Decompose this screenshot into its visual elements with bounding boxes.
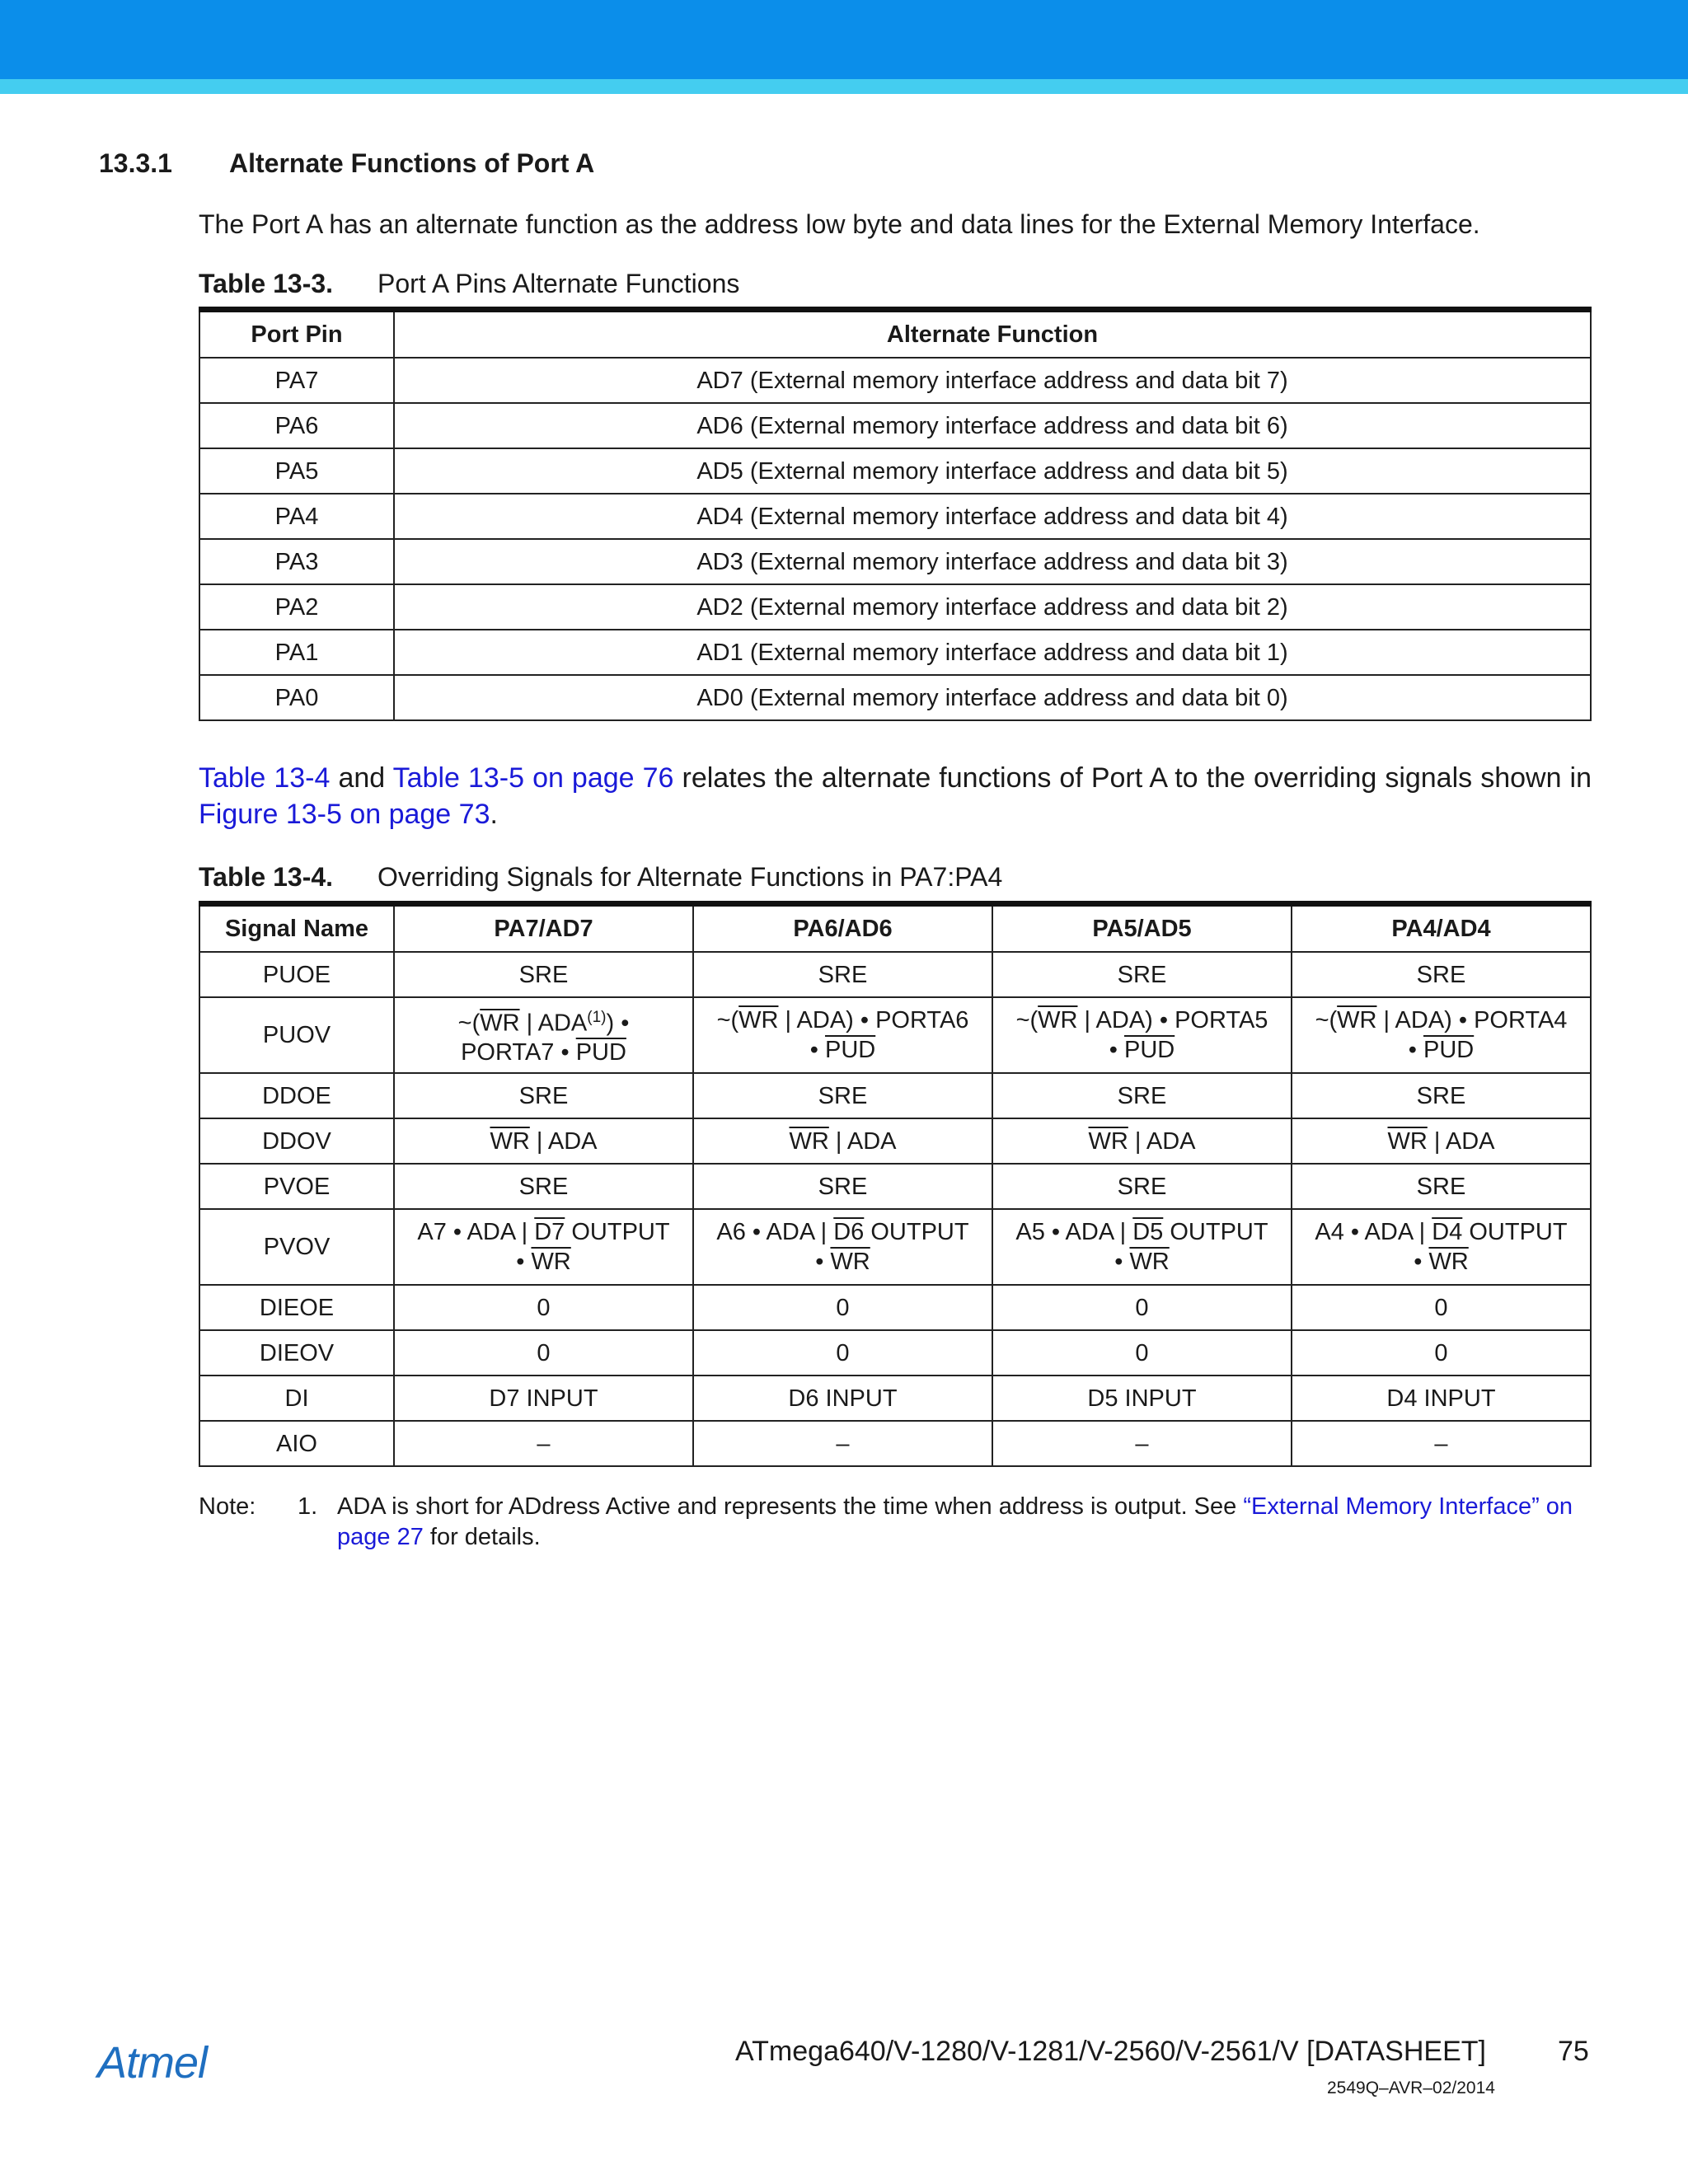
signal-name-cell: PVOV [199,1209,394,1285]
table-row-puoe [199,952,1591,997]
signal-value-cell: A6 • ADA | D6 OUTPUT • $\overline{WR}$ [693,1209,992,1285]
signal-value-cell: $\sim(\overline{WR}$ | ADA) • PORTA6 • $\overline{PUD}$ [693,997,992,1073]
alternate-function-cell: AD6 (External memory interface address and data bit 6) [394,403,1591,448]
para-text: . [490,799,498,830]
signal-value-cell: SRE [394,952,693,997]
note-text: ADA is short for ADdress Active and represents the time when address is output. See “External Memory Interface” on page 27 for details. [337,1493,1573,1550]
section-number: 13.3.1 [99,148,172,178]
table-row [199,539,1591,584]
header-pa4-ad4: PA4/AD4 [1292,904,1591,953]
signal-value-cell: SRE [1292,1164,1591,1209]
header-signal-name: Signal Name [199,904,394,953]
table-row-di [199,1376,1591,1421]
link-external-memory-interface[interactable]: “External Memory Interface” on page 27 [337,1493,1573,1550]
signal-value-cell: SRE [394,1073,693,1118]
alternate-function-cell: AD7 (External memory interface address and data bit 7) [394,358,1591,403]
header-port-pin: Port Pin [199,310,394,359]
signal-name-cell: PUOE [199,952,394,997]
table-header-row [199,310,1591,359]
signal-value-cell: 0 [992,1330,1292,1376]
table-row [199,584,1591,630]
signal-value-cell: D4 INPUT [1292,1376,1591,1421]
signal-name-cell: DDOE [199,1073,394,1118]
table-row [199,358,1591,403]
signal-value-cell: $\overline{WR}$ | ADA [1292,1118,1591,1164]
table-note [199,1492,1600,1553]
atmel-logo: Atmel [97,2038,208,2088]
header-stripe [0,79,1688,94]
page-number: 75 [1558,2036,1589,2067]
signal-value-cell: $\sim(\overline{WR}$ | ADA$^{(1)}$) • PORTA7 • $\overline{PUD}$ [394,997,693,1073]
signal-value-cell: 0 [693,1285,992,1330]
signal-value-cell: A5 • ADA | D5 OUTPUT • $\overline{WR}$ [992,1209,1292,1285]
header-bar [0,0,1688,79]
signal-value-cell: D5 INPUT [992,1376,1292,1421]
table-row [199,630,1591,675]
para-text: relates the alternate functions of Port A to the overriding signals shown in [673,762,1592,794]
signal-value-cell: SRE [992,1073,1292,1118]
document-id: 2549Q–AVR–02/2014 [1327,2079,1495,2097]
port-pin-cell: PA2 [199,584,394,630]
section-heading [99,148,594,179]
signal-value-cell: 0 [1292,1285,1591,1330]
port-pin-cell: PA4 [199,494,394,539]
note-label: Note: [199,1493,256,1520]
header-pa6-ad6: PA6/AD6 [693,904,992,953]
document-title: ATmega640/V-1280/V-1281/V-2560/V-2561/V [DATASHEET] [735,2036,1486,2067]
signal-value-cell: – [992,1421,1292,1466]
signal-value-cell: A4 • ADA | D4 OUTPUT • $\overline{WR}$ [1292,1209,1591,1285]
cross-reference-paragraph [199,760,1592,832]
signal-value-cell: $\overline{WR}$ | ADA [693,1118,992,1164]
signal-value-cell: D7 INPUT [394,1376,693,1421]
signal-name-cell: AIO [199,1421,394,1466]
port-pin-cell: PA7 [199,358,394,403]
signal-value-cell: $\sim(\overline{WR}$ | ADA) • PORTA5 • $\overline{PUD}$ [992,997,1292,1073]
signal-value-cell: 0 [1292,1330,1591,1376]
signal-name-cell: DIEOV [199,1330,394,1376]
signal-value-cell: 0 [992,1285,1292,1330]
table-row [199,403,1591,448]
link-figure-13-5[interactable]: Figure 13-5 on page 73 [199,799,490,830]
link-table-13-4[interactable]: Table 13-4 [199,762,331,794]
table-label: Table 13-3. [199,269,334,298]
table-13-3-caption [199,269,739,299]
signal-value-cell: A7 • ADA | D7 OUTPUT • $\overline{WR}$ [394,1209,693,1285]
signal-name-cell: DDOV [199,1118,394,1164]
table-row-ddov [199,1118,1591,1164]
signal-value-cell: 0 [394,1330,693,1376]
signal-name-cell: PVOE [199,1164,394,1209]
signal-value-cell: $\overline{WR}$ | ADA [394,1118,693,1164]
port-pin-cell: PA3 [199,539,394,584]
signal-value-cell: 0 [394,1285,693,1330]
note-number: 1. [298,1493,318,1520]
table-row-pvov [199,1209,1591,1285]
signal-value-cell: – [1292,1421,1591,1466]
signal-value-cell: – [693,1421,992,1466]
port-pin-cell: PA1 [199,630,394,675]
header-alternate-function: Alternate Function [394,310,1591,359]
table-title: Port A Pins Alternate Functions [377,269,740,298]
signal-value-cell: 0 [693,1330,992,1376]
header-pa5-ad5: PA5/AD5 [992,904,1292,953]
signal-value-cell: SRE [992,1164,1292,1209]
table-label: Table 13-4. [199,862,334,892]
intro-paragraph: The Port A has an alternate function as the address low byte and data lines for the External Memory Interface. [199,209,1480,239]
alternate-function-cell: AD2 (External memory interface address and data bit 2) [394,584,1591,630]
signal-value-cell: D6 INPUT [693,1376,992,1421]
table-row [199,494,1591,539]
signal-value-cell: SRE [693,952,992,997]
signal-value-cell: SRE [394,1164,693,1209]
signal-name-cell: DIEOE [199,1285,394,1330]
table-row-dieoe [199,1285,1591,1330]
alternate-function-cell: AD4 (External memory interface address and data bit 4) [394,494,1591,539]
signal-name-cell: PUOV [199,997,394,1073]
signal-value-cell: SRE [992,952,1292,997]
signal-value-cell: SRE [693,1164,992,1209]
table-row-dieov [199,1330,1591,1376]
alternate-function-cell: AD5 (External memory interface address and data bit 5) [394,448,1591,494]
header-pa7-ad7: PA7/AD7 [394,904,693,953]
table-13-4-caption [199,862,1002,893]
port-pin-cell: PA6 [199,403,394,448]
table-title: Overriding Signals for Alternate Functions in PA7:PA4 [377,862,1003,892]
signal-value-cell: $\sim(\overline{WR}$ | ADA) • PORTA4 • $\overline{PUD}$ [1292,997,1591,1073]
table-row [199,448,1591,494]
signal-name-cell: DI [199,1376,394,1421]
link-table-13-5[interactable]: Table 13-5 on page 76 [392,762,674,794]
port-a-alternate-functions-table [199,307,1592,721]
alternate-function-cell: AD3 (External memory interface address and data bit 3) [394,539,1591,584]
alternate-function-cell: AD0 (External memory interface address and data bit 0) [394,675,1591,720]
table-row [199,675,1591,720]
table-row-pvoe [199,1164,1591,1209]
signal-value-cell: – [394,1421,693,1466]
signal-value-cell: $\overline{WR}$ | ADA [992,1118,1292,1164]
table-row-aio [199,1421,1591,1466]
table-row-ddoe [199,1073,1591,1118]
signal-value-cell: SRE [1292,952,1591,997]
signal-value-cell: SRE [1292,1073,1591,1118]
port-pin-cell: PA0 [199,675,394,720]
port-pin-cell: PA5 [199,448,394,494]
alternate-function-cell: AD1 (External memory interface address and data bit 1) [394,630,1591,675]
section-title: Alternate Functions of Port A [229,148,595,178]
signal-value-cell: SRE [693,1073,992,1118]
table-header-row [199,904,1591,953]
overriding-signals-table [199,901,1592,1467]
para-text: and [330,762,393,794]
table-row-puov [199,997,1591,1073]
